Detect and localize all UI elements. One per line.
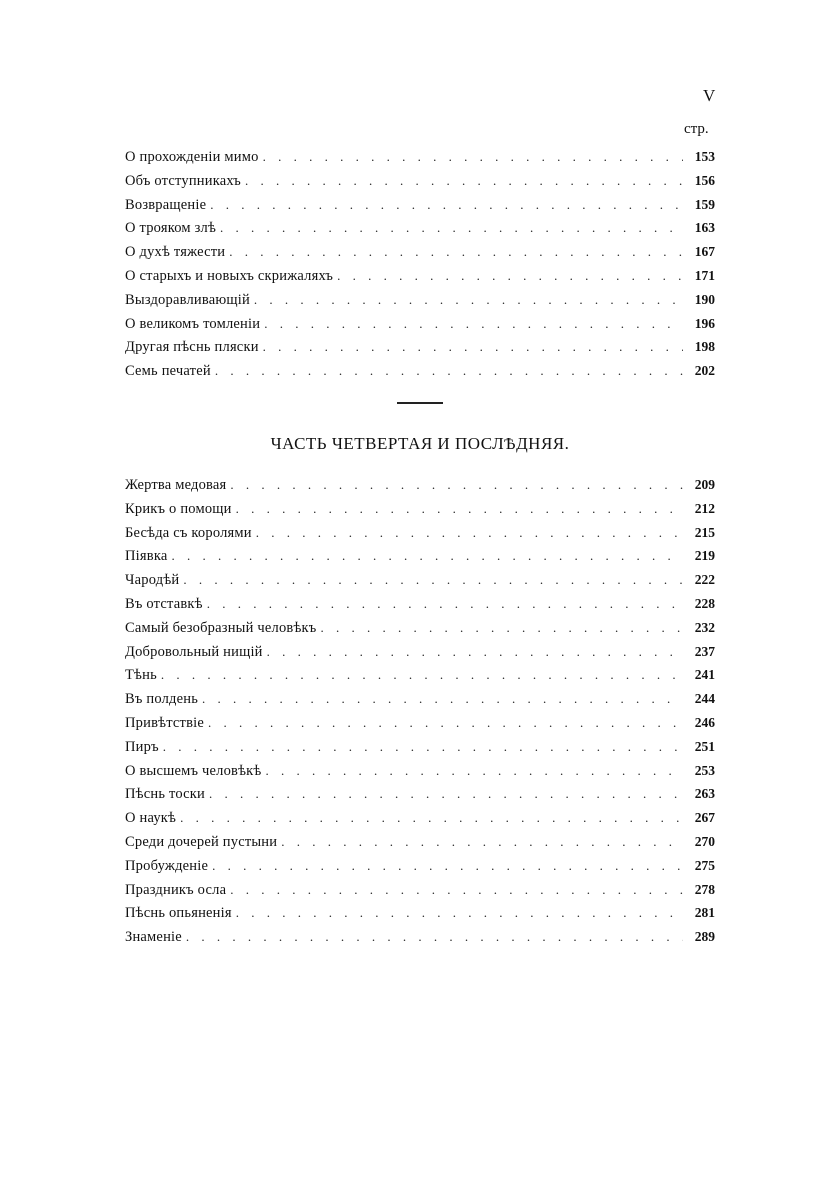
toc-entry[interactable] xyxy=(125,568,715,592)
toc-entry-page: 237 xyxy=(694,643,715,659)
dot-leader xyxy=(263,335,683,359)
toc-entry-page: 215 xyxy=(694,524,715,540)
dot-leader xyxy=(180,806,683,830)
section-heading: ЧАСТЬ ЧЕТВЕРТАЯ И ПОСЛѢДНЯЯ. xyxy=(270,434,570,453)
toc-entry[interactable] xyxy=(125,830,715,854)
toc-entry-title: Привѣтствіе xyxy=(125,714,204,731)
toc-entry[interactable] xyxy=(125,335,715,359)
toc-entry[interactable] xyxy=(125,687,715,711)
toc-entry-title: Жертва медовая xyxy=(125,477,227,493)
toc-entry-page: 198 xyxy=(694,339,715,355)
dot-leader xyxy=(256,521,683,545)
toc-entry[interactable] xyxy=(125,782,715,806)
toc-entry-title: Праздникъ осла xyxy=(125,881,227,898)
toc-entry-page: 232 xyxy=(694,619,715,635)
toc-entry-page: 202 xyxy=(694,363,715,379)
toc-entry[interactable] xyxy=(125,854,715,878)
toc-entry-title: О прохожденіи мимо xyxy=(125,149,259,165)
toc-entry[interactable] xyxy=(125,711,715,735)
toc-entry-title: О трояком злѣ xyxy=(125,220,217,237)
dot-leader xyxy=(229,240,683,264)
toc-entry-page: 270 xyxy=(694,833,715,849)
page-number: V xyxy=(703,86,716,105)
toc-entry[interactable] xyxy=(125,216,715,240)
toc-entry-title: Семь печатей xyxy=(125,363,211,380)
dot-leader xyxy=(207,592,683,616)
dot-leader xyxy=(265,759,683,783)
page-column-label: стр. xyxy=(684,121,709,137)
toc-entry-page: 244 xyxy=(694,691,715,707)
dot-leader xyxy=(267,640,683,664)
toc-entry-title: О великомъ томленіи xyxy=(125,315,261,332)
section-divider xyxy=(397,402,443,404)
toc-entry[interactable] xyxy=(125,759,715,783)
toc-entry-page: 246 xyxy=(694,714,715,730)
toc-entry-page: 253 xyxy=(694,762,715,778)
toc-entry-page: 222 xyxy=(694,572,715,588)
toc-entry[interactable] xyxy=(125,497,715,521)
toc-entry-page: 281 xyxy=(694,905,715,921)
toc-entry-page: 275 xyxy=(694,857,715,873)
toc-entry[interactable] xyxy=(125,359,715,383)
dot-leader xyxy=(264,312,683,336)
toc-entry-title: Другая пѣснь пляски xyxy=(125,339,259,356)
dot-leader xyxy=(186,925,683,949)
toc-entry-page: 196 xyxy=(694,315,715,331)
toc-part-three xyxy=(125,145,715,383)
toc-entry-title: Возвращеніе xyxy=(125,196,207,213)
toc-entry[interactable] xyxy=(125,240,715,264)
dot-leader xyxy=(281,830,683,854)
toc-entry[interactable] xyxy=(125,806,715,830)
toc-entry-title: Піявка xyxy=(125,548,168,565)
toc-part-four xyxy=(125,473,715,949)
dot-leader xyxy=(230,473,683,497)
dot-leader xyxy=(212,854,683,878)
toc-entry[interactable] xyxy=(125,521,715,545)
toc-entry-title: Пѣснь тоски xyxy=(125,786,205,803)
toc-entry-page: 219 xyxy=(694,548,715,564)
toc-entry-title: Пѣснь опьяненія xyxy=(125,905,232,922)
toc-entry-title: Добровольный нищій xyxy=(125,643,263,660)
dot-leader xyxy=(236,901,683,925)
toc-entry-title: Въ отставкѣ xyxy=(125,595,203,612)
toc-entry-title: Крикъ о помощи xyxy=(125,500,232,517)
dot-leader xyxy=(208,711,683,735)
toc-entry-page: 171 xyxy=(694,267,715,283)
toc-entry-page: 209 xyxy=(694,477,715,492)
toc-entry-page: 228 xyxy=(694,595,715,611)
toc-entry-title: О старыхъ и новыхъ скрижаляхъ xyxy=(125,267,334,284)
toc-entry[interactable] xyxy=(125,288,715,312)
toc-entry[interactable] xyxy=(125,901,715,925)
toc-entry-title: О высшемъ человѣкѣ xyxy=(125,762,262,779)
toc-entry-page: 159 xyxy=(694,196,715,212)
dot-leader xyxy=(215,359,683,383)
toc-entry-page: 167 xyxy=(694,244,715,260)
toc-entry[interactable] xyxy=(125,640,715,664)
toc-entry-title: Пиръ xyxy=(125,738,159,755)
toc-entry-title: Знаменіе xyxy=(125,929,182,946)
toc-entry-page: 241 xyxy=(694,667,715,683)
dot-leader xyxy=(209,782,683,806)
toc-entry-title: О духѣ тяжести xyxy=(125,244,226,261)
toc-entry-title: Чародѣй xyxy=(125,572,180,589)
toc-entry-title: Самый безобразный человѣкъ xyxy=(125,619,317,636)
toc-entry[interactable] xyxy=(125,735,715,759)
dot-leader xyxy=(245,169,683,193)
toc-entry[interactable] xyxy=(125,925,715,949)
toc-entry-page: 156 xyxy=(694,172,715,188)
toc-entry-title: Среди дочерей пустыни xyxy=(125,833,278,850)
dot-leader xyxy=(171,544,683,568)
dot-leader xyxy=(220,216,683,240)
toc-entry-page: 163 xyxy=(694,220,715,236)
toc-entry-page: 267 xyxy=(694,810,715,826)
dot-leader xyxy=(210,193,683,217)
toc-entry[interactable] xyxy=(125,264,715,288)
toc-entry[interactable] xyxy=(125,663,715,687)
dot-leader xyxy=(320,616,683,640)
toc-entry-page: 289 xyxy=(694,929,715,945)
toc-entry-title: Въ полдень xyxy=(125,691,199,708)
dot-leader xyxy=(202,687,683,711)
dot-leader xyxy=(337,264,683,288)
toc-entry[interactable] xyxy=(125,616,715,640)
toc-entry[interactable] xyxy=(125,878,715,902)
toc-entry[interactable] xyxy=(125,193,715,217)
toc-entry-title: Бесѣда съ королями xyxy=(125,524,252,541)
dot-leader xyxy=(263,145,683,169)
toc-entry[interactable] xyxy=(125,145,715,169)
toc-entry-page: 278 xyxy=(694,881,715,897)
dot-leader xyxy=(161,663,683,687)
dot-leader xyxy=(163,735,683,759)
toc-entry-page: 153 xyxy=(694,149,715,164)
toc-entry-title: Тѣнь xyxy=(125,667,157,684)
toc-entry-page: 212 xyxy=(694,500,715,516)
dot-leader xyxy=(254,288,683,312)
toc-entry[interactable] xyxy=(125,312,715,336)
toc-entry[interactable] xyxy=(125,473,715,497)
dot-leader xyxy=(230,878,683,902)
toc-entry-title: Выздоравливающій xyxy=(125,291,250,308)
dot-leader xyxy=(236,497,683,521)
toc-entry-title: Пробужденіе xyxy=(125,857,209,874)
toc-entry[interactable] xyxy=(125,544,715,568)
toc-entry-page: 190 xyxy=(694,291,715,307)
toc-entry-title: О наукѣ xyxy=(125,810,177,827)
toc-entry-title: Объ отступникахъ xyxy=(125,172,241,189)
toc-entry-page: 263 xyxy=(694,786,715,802)
toc-entry-page: 251 xyxy=(694,738,715,754)
toc-entry[interactable] xyxy=(125,592,715,616)
toc-entry[interactable] xyxy=(125,169,715,193)
dot-leader xyxy=(183,568,683,592)
